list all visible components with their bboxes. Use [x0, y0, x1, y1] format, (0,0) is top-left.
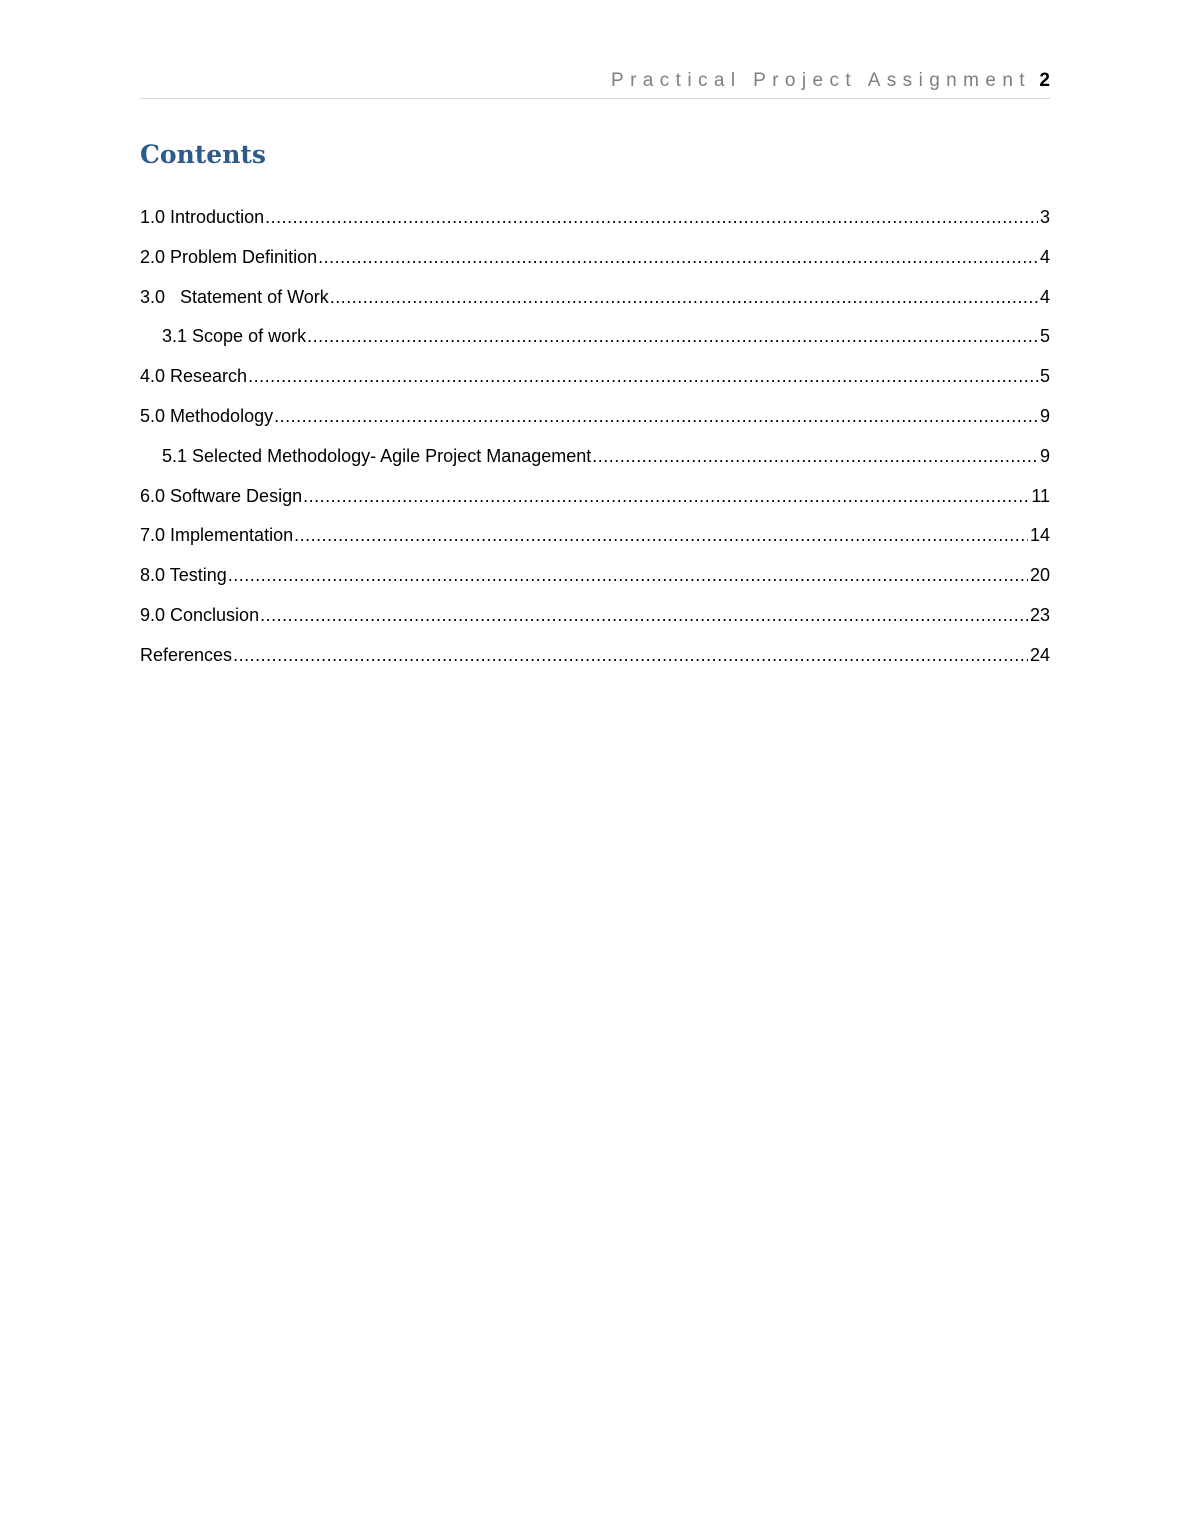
toc-entry-label: 1.0 Introduction	[140, 207, 265, 227]
toc-dot-leader	[303, 483, 1029, 509]
toc-dot-leader	[294, 522, 1028, 548]
toc-entry-page-number: 4	[1039, 286, 1050, 307]
toc-entry-label: References	[140, 644, 233, 665]
toc-dot-leader	[248, 363, 1038, 389]
toc-entry-page-number: 14	[1029, 525, 1050, 546]
toc-dot-leader	[307, 323, 1038, 349]
toc-entry-page-number: 5	[1039, 326, 1050, 347]
toc-entry-label: 3.0 Statement of Work	[140, 286, 329, 307]
toc-dot-leader	[592, 443, 1038, 469]
toc-entry-conclusion[interactable]	[140, 602, 1050, 642]
toc-dot-leader	[318, 244, 1038, 270]
toc-entry-label: 5.1 Selected Methodology- Agile Project Management	[162, 445, 592, 466]
toc-entry-page-number: 9	[1039, 445, 1050, 466]
toc-entry-page-number: 11	[1031, 485, 1050, 506]
page-header	[140, 70, 1050, 99]
header-page-number: 2	[1039, 70, 1050, 91]
toc-dot-leader	[228, 562, 1028, 588]
table-of-contents	[140, 204, 1050, 682]
header-title: Practical Project Assignment	[611, 70, 1031, 91]
toc-entry-references[interactable]	[140, 642, 1050, 682]
toc-dot-leader	[330, 284, 1038, 310]
toc-entry-label: 7.0 Implementation	[140, 525, 294, 546]
toc-entry-page-number: 4	[1039, 246, 1050, 267]
toc-entry-implementation[interactable]	[140, 522, 1050, 562]
toc-dot-leader	[260, 602, 1028, 628]
toc-entry-testing[interactable]	[140, 562, 1050, 602]
toc-dot-leader	[274, 403, 1038, 429]
toc-dot-leader	[265, 204, 1038, 230]
toc-entry-page-number: 20	[1029, 565, 1050, 586]
toc-entry-label: 5.0 Methodology	[140, 405, 274, 426]
toc-entry-page-number: 24	[1029, 644, 1050, 665]
toc-entry-label: 3.1 Scope of work	[162, 326, 307, 347]
toc-entry-label: 2.0 Problem Definition	[140, 246, 318, 267]
toc-entry-label: 8.0 Testing	[140, 565, 227, 586]
toc-entry-introduction[interactable]	[140, 204, 1050, 244]
toc-entry-research[interactable]	[140, 363, 1050, 403]
toc-dot-leader	[233, 642, 1028, 668]
toc-entry-selected-methodology[interactable]	[140, 443, 1050, 483]
toc-entry-statement-of-work[interactable]	[140, 284, 1050, 324]
toc-entry-label: 9.0 Conclusion	[140, 604, 260, 625]
toc-entry-page-number: 3	[1039, 207, 1050, 227]
toc-entry-scope-of-work[interactable]	[140, 323, 1050, 363]
toc-entry-software-design[interactable]	[140, 483, 1050, 523]
toc-entry-label: 6.0 Software Design	[140, 485, 303, 506]
toc-entry-label: 4.0 Research	[140, 366, 248, 387]
toc-entry-page-number: 9	[1039, 405, 1050, 426]
toc-entry-problem-definition[interactable]	[140, 244, 1050, 284]
toc-entry-methodology[interactable]	[140, 403, 1050, 443]
toc-entry-page-number: 23	[1029, 604, 1050, 625]
toc-heading: Contents	[140, 140, 267, 169]
toc-entry-page-number: 5	[1039, 366, 1050, 387]
